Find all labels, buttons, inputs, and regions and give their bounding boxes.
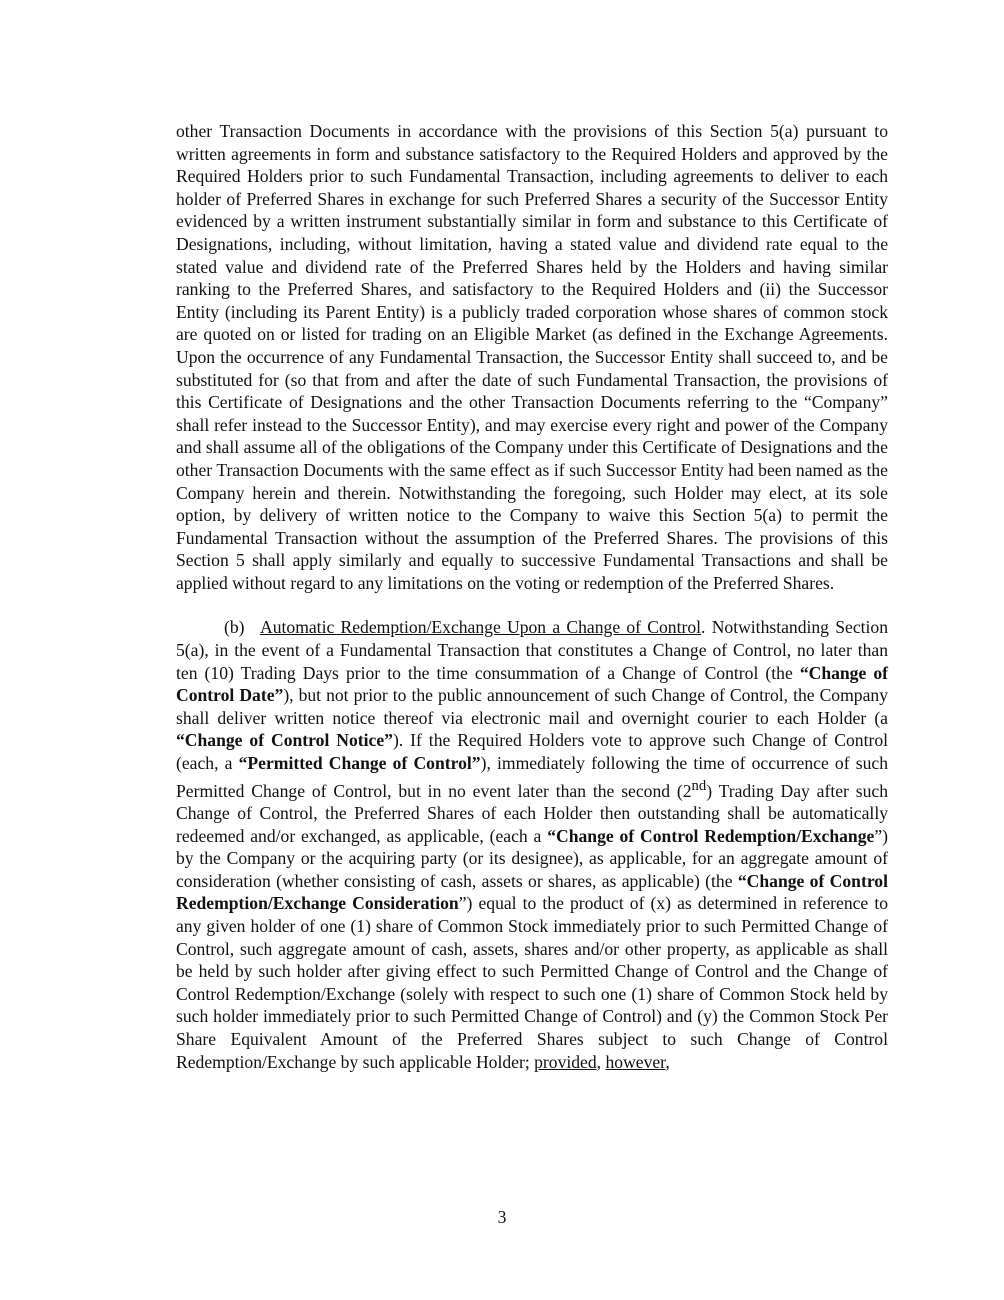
paragraph-text: Notwithstanding Section 5(a), in the event of a Fundamental Transaction that constitutes a Change of Control, no later than ten (10) Trading Days prior to the time consummation of a Change of Control (the: [176, 617, 888, 683]
section-label: (b): [224, 617, 245, 638]
paragraph-text: ,: [596, 1051, 606, 1072]
paragraph-text: ), but not prior to the public announcement of such Change of Control, the Company shall deliver written notice thereof via electronic mail and overnight courier to each Holder (a: [176, 685, 888, 728]
paragraph-5a-continuation: [176, 120, 888, 594]
heading-period: .: [701, 617, 706, 638]
page-number: 3: [497, 1207, 507, 1227]
defined-term: “Change of Control Notice”: [176, 730, 393, 751]
paragraph-text: other Transaction Documents in accordance with the provisions of this Section 5(a) pursuant to written agreements in form and substance satisfactory to the Required Holders and approved by the Required Holders prior to such Fundamental Transaction, including agreements to deliver to each holder of Preferred Shares in exchange for such Preferred Shares a security of the Successor Entity evidenced by a written instrument substantially similar in form and substance to this Certificate of Designations, including, without limitation, having a stated value and dividend rate equal to the stated value and dividend rate of the Preferred Shares held by the Holders and having similar ranking to the Preferred Shares, and satisfactory to the Required Holders and (ii) the Successor Entity (including its Parent Entity) is a publicly traded corporation whose shares of common stock are quoted on or listed for trading on an Eligible Market (as defined in the Exchange Agreements. Upon the occurrence of any Fundamental Transaction, the Successor Entity shall succeed to, and be substituted for (so that from and after the date of such Fundamental Transaction, the provisions of this Certificate of Designations and the other Transaction Documents referring to the “Company” shall refer instead to the Successor Entity), and may exercise every right and power of the Company and shall assume all of the obligations of the Company under this Certificate of Designations and the other Transaction Documents with the same effect as if such Successor Entity had been named as the Company herein and therein. Notwithstanding the foregoing, such Holder may elect, at its sole option, by delivery of written notice to the Company to waive this Section 5(a) to permit the Fundamental Transaction without the assumption of the Preferred Shares. The provisions of this Section 5 shall apply similarly and equally to successive Fundamental Transactions and shall be applied without regard to any limitations on the voting or redemption of the Preferred Shares.: [176, 121, 888, 593]
section-heading: Automatic Redemption/Exchange Upon a Change of Control: [260, 617, 702, 638]
underlined-term: provided: [534, 1051, 597, 1072]
ordinal-superscript: nd: [691, 777, 707, 794]
defined-term: “Change of Control Date”: [176, 662, 889, 706]
underlined-term: however: [605, 1051, 666, 1072]
paragraph-text: ,: [665, 1051, 670, 1072]
paragraph-5b: [176, 616, 888, 1073]
paragraph-text: ”) by the Company or the acquiring party (or its designee), as applicable, for an aggregate amount of consideration (whether consisting of cash, assets or shares, as applicable) (the: [176, 825, 888, 891]
paragraph-text: ), immediately following the time of occurrence of such Permitted Change of Control, but in no event later than the second (2: [176, 753, 888, 801]
defined-term: “Permitted Change of Control”: [238, 753, 481, 774]
paragraph-text: ). If the Required Holders vote to approve such Change of Control (each, a: [176, 730, 889, 774]
document-page: [176, 120, 888, 1073]
defined-term: “Change of Control Redemption/Exchange: [547, 825, 875, 846]
defined-term: “Change of Control Redemption/Exchange Consideration: [176, 870, 888, 914]
paragraph-text: ) Trading Day after such Change of Control, the Preferred Shares of each Holder then outstanding shall be automatically redeemed and/or exchanged, as applicable, (each a: [176, 780, 888, 846]
paragraph-text: ”) equal to the product of (x) as determined in reference to any given holder of one (1) share of Common Stock immediately prior to such Permitted Change of Control, such aggregate amount of cash, assets, shares and/or other property, as applicable as shall be held by such holder after giving effect to such Permitted Change of Control and the Change of Control Redemption/Exchange (solely with respect to such one (1) share of Common Stock held by such holder immediately prior to such Permitted Change of Control) and (y) the Common Stock Per Share Equivalent Amount of the Preferred Shares subject to such Change of Control Redemption/Exchange by such applicable Holder;: [176, 893, 889, 1072]
